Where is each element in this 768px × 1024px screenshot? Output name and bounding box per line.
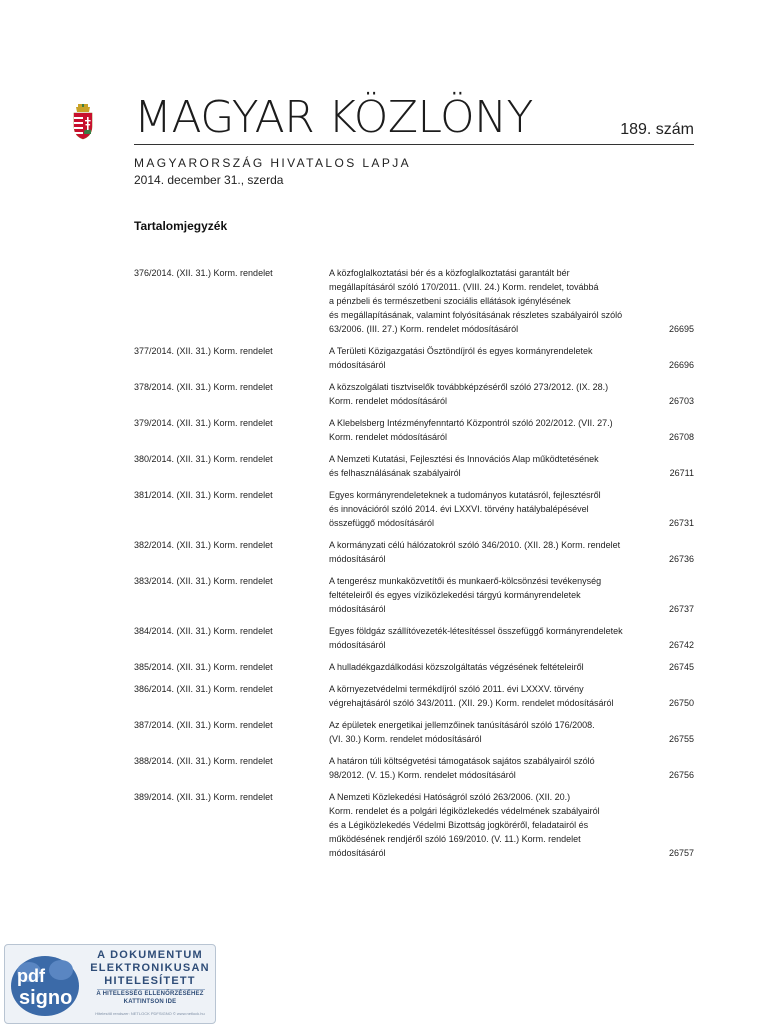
- toc-entry: [134, 718, 694, 746]
- toc-entry: [134, 488, 694, 530]
- toc-entry-reference: 386/2014. (XII. 31.) Korm. rendelet: [134, 684, 273, 694]
- toc-entry: [134, 574, 694, 616]
- pdfsigno-verification-badge[interactable]: [4, 944, 216, 1024]
- toc-entry-title-line: Az épületek energetikai jellemzőinek tanúsításáról szóló 176/2008.: [329, 720, 595, 730]
- badge-line-2: ELEKTRONIKUSAN: [90, 962, 210, 974]
- toc-entry-reference: 379/2014. (XII. 31.) Korm. rendelet: [134, 418, 273, 428]
- header-divider: [134, 144, 694, 145]
- toc-entry-title-line: megállapításáról szóló 170/2011. (VIII. 24.) Korm. rendelet, továbbá: [329, 282, 599, 292]
- table-of-contents: [134, 266, 694, 860]
- toc-entry-page: 26742: [668, 640, 694, 650]
- publication-subtitle: MAGYARORSZÁG HIVATALOS LAPJA: [134, 156, 412, 170]
- toc-entry-reference: 378/2014. (XII. 31.) Korm. rendelet: [134, 382, 273, 392]
- toc-entry-page: 26711: [669, 468, 694, 478]
- toc-entry-title: [329, 624, 644, 652]
- toc-entry-title: [329, 266, 644, 336]
- logo-text-signo: signo: [19, 987, 73, 1009]
- toc-entry-reference: 382/2014. (XII. 31.) Korm. rendelet: [134, 540, 273, 550]
- toc-entry-title: [329, 538, 644, 566]
- toc-entry-title: [329, 488, 644, 530]
- toc-entry-page: 26708: [668, 432, 694, 442]
- toc-entry-page: 26731: [668, 518, 694, 528]
- toc-entry-title: [329, 660, 644, 674]
- toc-entry-title-line: és innovációról szóló 2014. évi LXXVI. törvény hatálybalépésével: [329, 504, 589, 514]
- badge-line-4: A HITELESSÉG ELLENŐRZÉSÉHEZ: [96, 991, 204, 997]
- toc-entry-title: [329, 416, 644, 444]
- toc-entry: [134, 624, 694, 652]
- toc-entry-reference: 384/2014. (XII. 31.) Korm. rendelet: [134, 626, 273, 636]
- issue-date: 2014. december 31., szerda: [134, 173, 284, 187]
- toc-entry-title: [329, 452, 644, 480]
- badge-line-3: HITELESÍTETT: [104, 975, 196, 987]
- toc-entry-page: 26756: [668, 770, 694, 780]
- toc-entry-title: [329, 790, 644, 860]
- toc-entry-title: [329, 344, 644, 372]
- toc-entry-page: 26737: [668, 604, 694, 614]
- toc-entry-title-line: Korm. rendelet módosításáról: [329, 396, 448, 406]
- toc-entry-title-line: A Nemzeti Közlekedési Hatóságról szóló 263/2006. (XII. 20.): [329, 792, 571, 802]
- toc-entry-title-line: a pénzbeli és természetbeni szociális ellátások igénylésének: [329, 296, 571, 306]
- toc-entry-title: [329, 718, 644, 746]
- toc-entry-title-line: feltételeiről és egyes víziközlekedési tárgyú kormányrendeletek: [329, 590, 581, 600]
- toc-entry-title-line: Korm. rendelet és a polgári légiközlekedés védelmének szabályairól: [329, 806, 600, 816]
- toc-entry-title-line: A kormányzati célú hálózatokról szóló 346/2010. (XII. 28.) Korm. rendelet: [329, 540, 621, 550]
- toc-entry: [134, 538, 694, 566]
- toc-entry-page: 26736: [668, 554, 694, 564]
- toc-entry: [134, 754, 694, 782]
- toc-entry-reference: 380/2014. (XII. 31.) Korm. rendelet: [134, 454, 273, 464]
- toc-entry-title: [329, 380, 644, 408]
- toc-entry-title: [329, 754, 644, 782]
- toc-entry-title-line: A közszolgálati tisztviselők továbbképzéséről szóló 273/2012. (IX. 28.): [329, 382, 609, 392]
- toc-entry: [134, 266, 694, 336]
- toc-entry-title: [329, 682, 644, 710]
- toc-entry-title-line: működésének rendjéről szóló 169/2010. (V. 11.) Korm. rendelet: [329, 834, 581, 844]
- toc-entry-page: 26755: [668, 734, 694, 744]
- toc-entry-title-line: módosításáról: [329, 640, 386, 650]
- toc-entry-title-line: 63/2006. (III. 27.) Korm. rendelet módosításáról: [329, 324, 519, 334]
- toc-entry-title-line: A környezetvédelmi termékdíjról szóló 2011. évi LXXXV. törvény: [329, 684, 584, 694]
- toc-entry-title-line: összefüggő módosításáról: [329, 518, 435, 528]
- toc-entry-reference: 389/2014. (XII. 31.) Korm. rendelet: [134, 792, 273, 802]
- toc-entry-title-line: A közfoglalkoztatási bér és a közfoglalkoztatási garantált bér: [329, 268, 570, 278]
- toc-entry-page: 26750: [668, 698, 694, 708]
- toc-entry-reference: 377/2014. (XII. 31.) Korm. rendelet: [134, 346, 273, 356]
- badge-footer: Hitelesítő rendszer: NETLOCK PDFSIGNO © www.netlock.hu: [95, 1011, 205, 1016]
- toc-entry-title-line: (VI. 30.) Korm. rendelet módosításáról: [329, 734, 482, 744]
- toc-entry: [134, 660, 694, 674]
- verify-link[interactable]: KATTINTSON IDE: [123, 999, 177, 1005]
- toc-entry: [134, 452, 694, 480]
- coat-of-arms-icon: [72, 104, 94, 140]
- toc-entry-reference: 381/2014. (XII. 31.) Korm. rendelet: [134, 490, 273, 500]
- toc-entry-title-line: Egyes földgáz szállítóvezeték-létesítéssel összefüggő kormányrendeletek: [329, 626, 623, 636]
- toc-heading: Tartalomjegyzék: [134, 219, 228, 233]
- toc-entry-title: [329, 574, 644, 616]
- logo-text-pdf: pdf: [17, 966, 45, 986]
- pdfsigno-logo-icon: [7, 950, 83, 1018]
- toc-entry: [134, 682, 694, 710]
- toc-entry-title-line: A Klebelsberg Intézményfenntartó Központról szóló 202/2012. (VII. 27.): [329, 418, 613, 428]
- toc-entry-page: 26757: [668, 848, 694, 858]
- toc-entry-page: 26696: [668, 360, 694, 370]
- toc-entry-title-line: és felhasználásának szabályairól: [329, 468, 461, 478]
- toc-entry-title-line: A Nemzeti Kutatási, Fejlesztési és Innovációs Alap működtetésének: [329, 454, 599, 464]
- toc-entry: [134, 344, 694, 372]
- badge-line-1: A DOKUMENTUM: [97, 949, 203, 961]
- toc-entry-title-line: módosításáról: [329, 848, 386, 858]
- badge-divider: [97, 989, 205, 990]
- toc-entry-reference: 376/2014. (XII. 31.) Korm. rendelet: [134, 268, 273, 278]
- toc-entry-page: 26745: [668, 662, 694, 672]
- toc-entry-title-line: A határon túli költségvetési támogatások sajátos szabályairól szóló: [329, 756, 595, 766]
- toc-entry-title-line: módosításáról: [329, 604, 386, 614]
- toc-entry: [134, 790, 694, 860]
- toc-entry-title-line: módosításáról: [329, 554, 386, 564]
- toc-entry-title-line: és a Légiközlekedés Védelmi Bizottság jogköréről, feladatairól és: [329, 820, 589, 830]
- toc-entry-title-line: 98/2012. (V. 15.) Korm. rendelet módosításáról: [329, 770, 516, 780]
- toc-entry-title-line: Korm. rendelet módosításáról: [329, 432, 448, 442]
- toc-entry-reference: 387/2014. (XII. 31.) Korm. rendelet: [134, 720, 273, 730]
- toc-entry-title-line: végrehajtásáról szóló 343/2011. (XII. 29.) Korm. rendelet módosításáról: [329, 698, 614, 708]
- toc-entry-title-line: A Területi Közigazgatási Ösztöndíjról és egyes kormányrendeletek: [329, 346, 593, 356]
- toc-entry-page: 26703: [668, 396, 694, 406]
- toc-entry-reference: 383/2014. (XII. 31.) Korm. rendelet: [134, 576, 273, 586]
- toc-entry: [134, 416, 694, 444]
- toc-entry-title-line: módosításáról: [329, 360, 386, 370]
- issue-number: 189. szám: [620, 121, 694, 138]
- toc-entry-title-line: A hulladékgazdálkodási közszolgáltatás végzésének feltételeiről: [329, 662, 584, 672]
- toc-entry-page: 26695: [668, 324, 694, 334]
- toc-entry-reference: 385/2014. (XII. 31.) Korm. rendelet: [134, 662, 273, 672]
- toc-entry-title-line: és megállapításának, valamint folyósításának részletes szabályairól szóló: [329, 310, 623, 320]
- toc-entry-title-line: A tengerész munkaközvetítői és munkaerő-kölcsönzési tevékenység: [329, 576, 602, 586]
- publication-title: MAGYAR KÖZLÖNY: [134, 92, 533, 143]
- toc-entry: [134, 380, 694, 408]
- toc-entry-title-line: Egyes kormányrendeleteknek a tudományos kutatásról, fejlesztésről: [329, 490, 601, 500]
- toc-entry-reference: 388/2014. (XII. 31.) Korm. rendelet: [134, 756, 273, 766]
